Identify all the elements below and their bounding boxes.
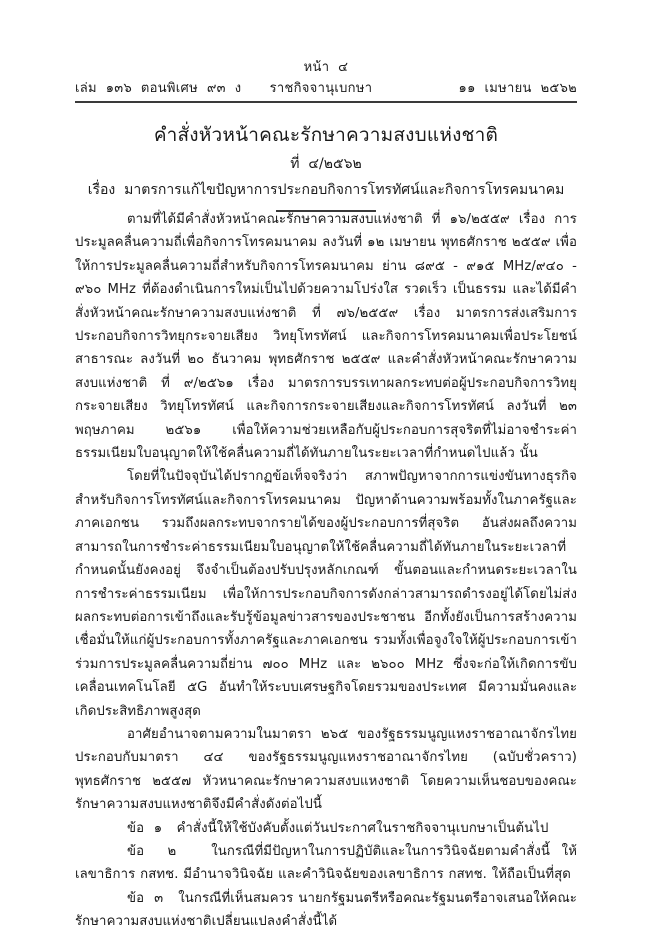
document-body [75, 208, 577, 934]
document-order-number: ที่ ๔/๒๕๖๒ [290, 155, 362, 172]
clause-text: คำสั่งนี้ให้ใช้บังคับตั้งแต่วันประกาศในราชกิจจานุเบกษาเป็นต้นไป [176, 820, 549, 836]
clause-item [75, 840, 577, 887]
body-paragraph-1: ตามที่ได้มีคำสั่งหัวหน้าคณะรักษาความสงบแห่งชาติ ที่ ๑๖/๒๕๕๙ เรื่อง การประมูลคลื่นความถี่เพื่อกิจการโทรคมนาคม ลงวันที่ ๑๒ เมษายน พุทธศักราช ๒๕๕๙ เพื่อให้การประมูลคลื่นความถี่สำหรับกิจการโทรคมนาคม ย่าน ๘๙๕ - ๙๑๕ MHz/๙๔๐ - ๙๖๐ MHz ที่ต้องดำเนินการใหม่เป็นไปด้วยความโปร่งใส รวดเร็ว เป็นธรรม และได้มีคำสั่งหัวหน้าคณะรักษาความสงบแห่งชาติ ที่ ๗๖/๒๕๕๙ เรื่อง มาตรการส่งเสริมการประกอบกิจการวิทยุกระจายเสียง วิทยุโทรทัศน์ และกิจการโทรคมนาคมเพื่อประโยชน์สาธารณะ ลงวันที่ ๒๐ ธันวาคม พุทธศักราช ๒๕๕๙ และคำสั่งหัวหน้าคณะรักษาความสงบแห่งชาติ ที่ ๙/๒๕๖๑ เรื่อง มาตรการบรรเทาผลกระทบต่อผู้ประกอบกิจการวิทยุกระจายเสียง วิทยุโทรทัศน์ และกิจการกระจายเสียงและกิจการโทรทัศน์ ลงวันที่ ๒๓ พฤษภาคม ๒๕๖๑ เพื่อให้ความช่วยเหลือกับผู้ประกอบการสุจริตที่ไม่อาจชำระค่าธรรมเนียมใบอนุญาตให้ใช้คลื่นความถี่ได้ทันภายในระยะเวลาที่กำหนดไปแล้ว นั้น [75, 212, 577, 462]
page-number: หน้า ๔ [303, 60, 349, 75]
clause-item [75, 817, 577, 840]
clause-label: ข้อ ๓ [127, 890, 164, 906]
gazette-running-head [75, 58, 577, 111]
body-paragraph-2: โดยที่ในปัจจุบันได้ปรากฏข้อเท็จจริงว่า สภาพปัญหาจากการแข่งขันทางธุรกิจสำหรับกิจการโทรทัศน์และกิจการโทรคมนาคม ปัญหาด้านความพร้อมทั้งในภาครัฐและภาคเอกชน รวมถึงผลกระทบจากรายได้ของผู้ประกอบการที่สุจริต อันส่งผลถึงความสามารถในการชำระค่าธรรมเนียมใบอนุญาตให้ใช้คลื่นความถี่ได้ทันภายในระยะเวลาที่กำหนดนั้นยังคงอยู่ จึงจำเป็นต้องปรับปรุงหลักเกณฑ์ ขั้นตอนและกำหนดระยะเวลาในการชำระค่าธรรมเนียม เพื่อให้การประกอบกิจการดังกล่าวสามารถดำรงอยู่ได้โดยไม่ส่งผลกระทบต่อการเข้าถึงและรับรู้ข้อมูลข่าวสารของประชาชน อีกทั้งยังเป็นการสร้างความเชื่อมั่นให้แก่ผู้ประกอบการทั้งภาครัฐและภาคเอกชน รวมทั้งเพื่อจูงใจให้ผู้ประกอบการเข้าร่วมการประมูลคลื่นความถี่ย่าน ๗๐๐ MHz และ ๒๖๐๐ MHz ซึ่งจะก่อให้เกิดการขับเคลื่อนเทคโนโลยี ๕G อันทำให้ระบบเศรษฐกิจโดยรวมของประเทศ มีความมั่นคงและเกิดประสิทธิภาพสูงสุด [75, 469, 577, 719]
gazette-name: ราชกิจจานุเบกษา [269, 80, 373, 96]
clause-label: ข้อ ๑ [127, 820, 163, 836]
clause-text: ในกรณีที่มีปัญหาในการปฏิบัติและในการวินิจฉัยตามคำสั่งนี้ ให้เลขาธิการ กสทช. มีอำนาจวินิจฉัย และคำวินิจฉัยของเลขาธิการ กสทช. ให้ถือเป็นที่สุด [75, 843, 577, 883]
clause-label: ข้อ ๒ [127, 843, 177, 859]
gazette-header-row [75, 79, 577, 99]
gazette-date: ๑๑ เมษายน ๒๕๖๒ [458, 80, 577, 96]
document-title: คำสั่งหัวหน้าคณะรักษาความสงบแห่งชาติ [153, 124, 499, 146]
title-block [75, 122, 577, 212]
document-subject: เรื่อง มาตรการแก้ไขปัญหาการประกอบกิจการโทรทัศน์และกิจการโทรคมนาคม [87, 181, 565, 198]
clause-item [75, 887, 577, 934]
header-divider-rule [75, 101, 577, 103]
body-paragraph-3: อาศัยอำนาจตามความในมาตรา ๒๖๕ ของรัฐธรรมนูญแหงราชอาณาจักรไทย ประกอบกับมาตรา ๔๔ ของรัฐธรรมนูญแหงราชอาณาจักรไทย (ฉบับชั่วคราว) พุทธศักราช ๒๕๕๗ หัวหนาคณะรักษาความสงบแหงชาติ โดยความเห็นชอบของคณะรักษาความสงบแหงชาติจึงมีคำสั่งดังต่อไปนี้ [75, 726, 577, 813]
gazette-volume-issue: เล่ม ๑๓๖ ตอนพิเศษ ๙๓ ง [75, 80, 242, 96]
clause-text: ในกรณีที่เห็นสมควร นายกรัฐมนตรีหรือคณะรัฐมนตรีอาจเสนอให้คณะรักษาความสงบแห่งชาติเปลี่ยนแปลงคำสั่งนี้ได้ [75, 890, 577, 930]
